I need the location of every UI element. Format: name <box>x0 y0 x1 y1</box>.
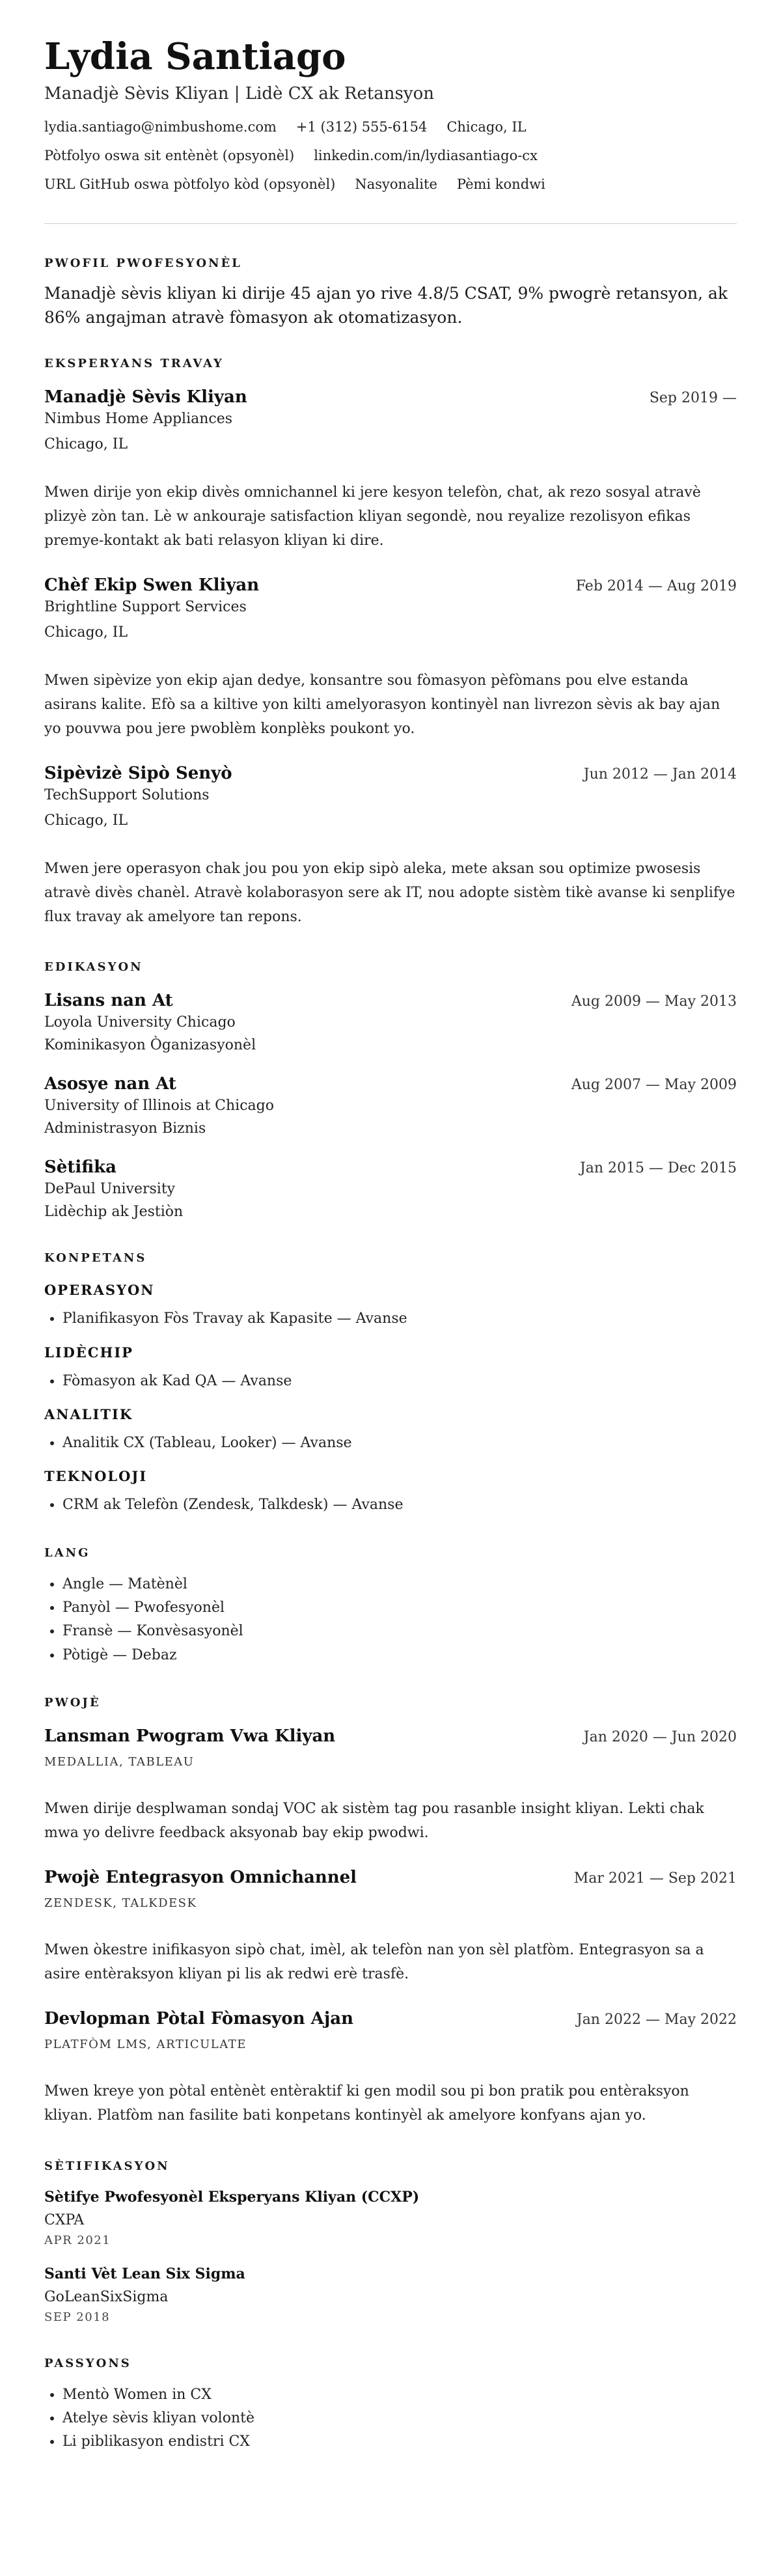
section-title-education: EDIKASYON <box>44 960 143 975</box>
contact-license: Pèmi kondwi <box>456 176 545 193</box>
school-name: DePaul University <box>44 1181 176 1198</box>
section-title-experience: EKSPERYANS TRAVAY <box>44 356 224 370</box>
certification-date: SEP 2018 <box>44 2310 111 2324</box>
contact-email[interactable]: lydia.santiago@nimbushome.com <box>44 119 277 135</box>
skill-group <box>44 1282 737 1331</box>
skills-section <box>44 1251 737 1517</box>
education-entry <box>44 1074 737 1137</box>
language-item: • Fransè — Konvèsasyonèl <box>62 1620 737 1643</box>
passion-item: • Li piblikasyon endistri CX <box>62 2430 737 2454</box>
education-entry <box>44 991 737 1053</box>
certification-issuer: CXPA <box>44 2211 85 2228</box>
certification-name: Sètifye Pwofesyonèl Eksperyans Kliyan (CCXP) <box>44 2188 420 2206</box>
project-tags: PLATFÒM LMS, ARTICULATE <box>44 2037 247 2051</box>
experience-entry <box>44 575 737 741</box>
resume-headline: Manadjè Sèvis Kliyan | Lidè CX ak Retansyon <box>44 84 434 104</box>
skill-group <box>44 1344 737 1393</box>
job-description: Mwen jere operasyon chak jou pou yon ekip sipò aleka, mete aksan sou optimize pwosesis atravè divès chanèl. Atravè kolaborasyon sere ak IT, nou adopte sistèm tikè avanse ki senplifye flux travay ak amelyore tan repons. <box>44 860 735 925</box>
education-section <box>44 960 737 1220</box>
section-title-projects: PWOJÈ <box>44 1695 101 1710</box>
passion-item: • Mentò Women in CX <box>62 2383 737 2407</box>
degree-dates: Aug 2007 — May 2009 <box>571 1077 737 1094</box>
projects-section <box>44 1696 737 2128</box>
skill-item: • Planifikasyon Fòs Travay ak Kapasite — Avanse <box>62 1307 737 1331</box>
job-title: Chèf Ekip Swen Kliyan <box>44 575 260 595</box>
project-dates: Mar 2021 — Sep 2021 <box>573 1870 737 1887</box>
skill-category: TEKNOLOJI <box>44 1468 148 1485</box>
project-entry <box>44 1726 737 1846</box>
project-entry <box>44 2009 737 2128</box>
certification-issuer: GoLeanSixSigma <box>44 2288 169 2305</box>
job-title: Sipèvizè Sipò Senyò <box>44 763 232 783</box>
project-tags: MEDALLIA, TABLEAU <box>44 1754 195 1769</box>
contact-portfolio[interactable]: Pòtfolyo oswa sit entènèt (opsyonèl) <box>44 148 295 164</box>
job-description: Mwen sipèvize yon ekip ajan dedye, konsantre sou fòmasyon pèfòmans pou elve estanda asirans kalite. Efò sa a kiltive yon kilti amelyorasyon kontinyèl nan livrezon sèvis ak bay ajan yo pouvwa pou jere pwoblèm konplèks poukont yo. <box>44 672 720 737</box>
contact-github[interactable]: URL GitHub oswa pòtfolyo kòd (opsyonèl) <box>44 176 336 193</box>
section-title-languages: LANG <box>44 1545 90 1560</box>
job-company: TechSupport Solutions <box>44 786 210 803</box>
job-company: Brightline Support Services <box>44 598 247 615</box>
degree-title: Sètifika <box>44 1157 116 1178</box>
skill-item: • Fòmasyon ak Kad QA — Avanse <box>62 1370 737 1393</box>
language-item: • Angle — Matènèl <box>62 1573 737 1596</box>
job-dates: Feb 2014 — Aug 2019 <box>575 577 737 594</box>
project-tags: ZENDESK, TALKDESK <box>44 1896 197 1910</box>
job-location: Chicago, IL <box>44 812 128 829</box>
languages-section <box>44 1546 737 1667</box>
project-dates: Jan 2022 — May 2022 <box>576 2011 737 2028</box>
contact-linkedin[interactable]: linkedin.com/in/lydiasantiago-cx <box>314 148 538 164</box>
job-location: Chicago, IL <box>44 624 128 641</box>
experience-section <box>44 357 737 930</box>
job-location: Chicago, IL <box>44 436 128 452</box>
certification-entry <box>44 2189 737 2247</box>
job-dates: Sep 2019 — <box>649 389 737 406</box>
contact-nationality: Nasyonalite <box>355 176 437 193</box>
degree-title: Asosye nan At <box>44 1074 176 1094</box>
job-dates: Jun 2012 — Jan 2014 <box>583 766 737 782</box>
language-item: • Pòtigè — Debaz <box>62 1644 737 1667</box>
skill-group <box>44 1406 737 1455</box>
project-name: Lansman Pwogram Vwa Kliyan <box>44 1726 336 1746</box>
contact-row-primary <box>44 119 737 135</box>
section-title-profile: PWOFIL PWOFESYONÈL <box>44 256 242 271</box>
job-title: Manadjè Sèvis Kliyan <box>44 387 247 407</box>
project-entry <box>44 1868 737 1987</box>
job-description: Mwen dirije yon ekip divès omnichannel ki jere kesyon telefòn, chat, ak rezo sosyal atravè plizyè zòn tan. Lè w ankouraje satisfaction kliyan segondè, nou reyalize rezolisyon efikas premye-kontakt ak bati relasyon kliyan ki dire. <box>44 484 701 549</box>
passions-section <box>44 2357 737 2454</box>
field-of-study: Administrasyon Biznis <box>44 1120 206 1137</box>
contact-row-links <box>44 148 737 163</box>
experience-entry <box>44 764 737 930</box>
skill-group <box>44 1468 737 1517</box>
project-name: Pwojè Entegrasyon Omnichannel <box>44 1867 357 1887</box>
project-description: Mwen dirije desplwaman sondaj VOC ak sistèm tag pou rasanble insight kliyan. Lekti chak mwa yo delivre feedback aksyonab bay ekip pwodwi. <box>44 1800 704 1841</box>
job-company: Nimbus Home Appliances <box>44 410 233 427</box>
skill-category: LIDÈCHIP <box>44 1344 133 1361</box>
profile-section <box>44 256 737 329</box>
project-description: Mwen òkestre inifikasyon sipò chat, imèl, ak telefòn nan yon sèl platfòm. Entegrasyon sa a asire entèraksyon kliyan pi lis ak redwi erè trasfè. <box>44 1941 704 1982</box>
education-entry <box>44 1157 737 1220</box>
contact-location: Chicago, IL <box>446 119 527 135</box>
skill-category: OPERASYON <box>44 1282 155 1299</box>
header-divider <box>44 223 737 224</box>
project-name: Devlopman Pòtal Fòmasyon Ajan <box>44 2008 353 2029</box>
resume-name: Lydia Santiago <box>44 35 346 78</box>
degree-dates: Aug 2009 — May 2013 <box>571 993 737 1010</box>
section-title-certifications: SÈTIFIKASYON <box>44 2159 170 2173</box>
certification-name: Santi Vèt Lean Six Sigma <box>44 2265 245 2282</box>
skill-category: ANALITIK <box>44 1406 133 1423</box>
section-title-skills: KONPETANS <box>44 1251 147 1266</box>
contact-phone[interactable]: +1 (312) 555-6154 <box>295 119 428 135</box>
section-title-passions: PASSYONS <box>44 2356 131 2370</box>
contact-row-extra <box>44 176 737 192</box>
school-name: Loyola University Chicago <box>44 1014 236 1031</box>
profile-summary: Manadjè sèvis kliyan ki dirije 45 ajan yo rive 4.8/5 CSAT, 9% pwogrè retansyon, ak 86% angajman atravè fòmasyon ak otomatizasyon. <box>44 284 728 327</box>
skill-item: • CRM ak Telefòn (Zendesk, Talkdesk) — Avanse <box>62 1493 737 1517</box>
project-description: Mwen kreye yon pòtal entènèt entèraktif ki gen modil sou pi bon pratik pou entèraksyon kliyan. Platfòm nan fasilite bati konpetans kontinyèl ak amelyore konfyans ajan yo. <box>44 2083 689 2124</box>
degree-title: Lisans nan At <box>44 991 173 1011</box>
skill-item: • Analitik CX (Tableau, Looker) — Avanse <box>62 1432 737 1455</box>
project-dates: Jan 2020 — Jun 2020 <box>583 1728 737 1745</box>
degree-dates: Jan 2015 — Dec 2015 <box>579 1160 737 1177</box>
certification-entry <box>44 2265 737 2324</box>
passion-item: • Atelye sèvis kliyan volontè <box>62 2407 737 2430</box>
field-of-study: Lidèchip ak Jestiòn <box>44 1204 184 1221</box>
experience-entry <box>44 387 737 553</box>
certifications-section <box>44 2159 737 2324</box>
school-name: University of Illinois at Chicago <box>44 1098 274 1115</box>
language-item: • Panyòl — Pwofesyonèl <box>62 1596 737 1620</box>
field-of-study: Kominikasyon Òganizasyonèl <box>44 1037 256 1054</box>
certification-date: APR 2021 <box>44 2233 111 2247</box>
